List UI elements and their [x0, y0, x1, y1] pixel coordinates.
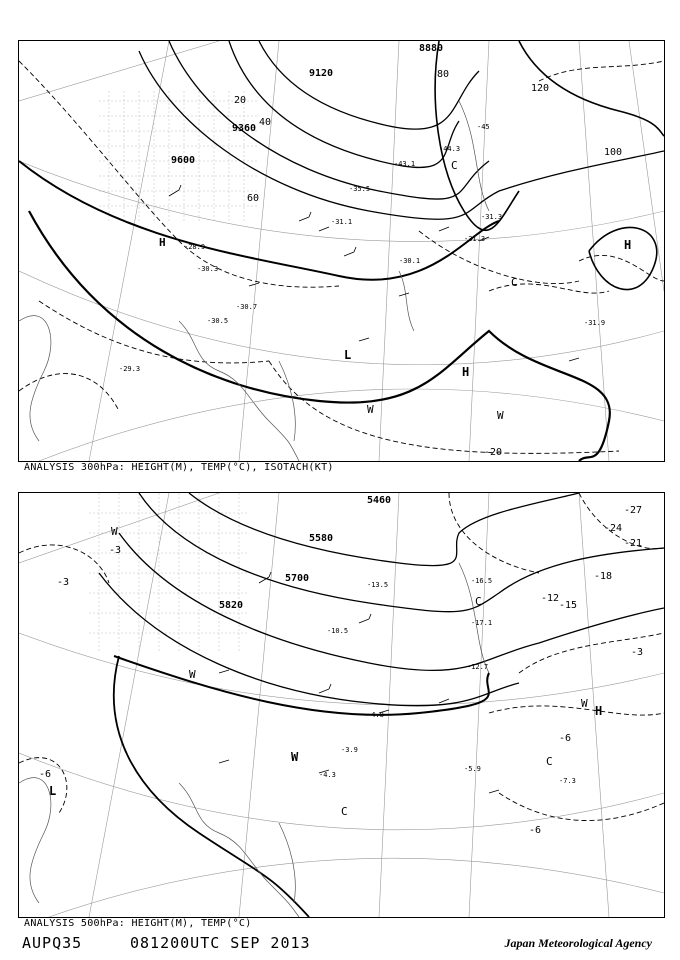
temp-reading: -10.5 — [327, 627, 349, 635]
isotherm-label: -6 — [39, 769, 52, 780]
isotach-label-40: 40 — [259, 117, 272, 128]
caption-300hpa: ANALYSIS 300hPa: HEIGHT(M), TEMP(°C), ISOTACH(KT) — [24, 462, 334, 473]
center-W-3: W — [291, 750, 299, 764]
height-label-8880: 8880 — [419, 43, 444, 54]
center-C-3: C — [546, 755, 553, 768]
isotach-label-60: 60 — [247, 193, 260, 204]
map-500hpa-svg — [19, 493, 664, 917]
center-H-east: H — [624, 238, 632, 252]
isotach-label-20: 20 — [234, 95, 247, 106]
center-H: H — [595, 704, 603, 718]
isotherm-label: -3 — [631, 647, 644, 658]
coastlines — [19, 563, 489, 917]
agency-name: Japan Meteorological Agency — [504, 936, 652, 950]
center-H-south: H — [462, 365, 470, 379]
height-label-5700: 5700 — [285, 573, 310, 584]
temp-reading: -43.1 — [394, 160, 416, 168]
temp-reading: -30.3 — [197, 265, 219, 273]
isotach-label-120: 120 — [531, 83, 550, 94]
temp-reading: -4.8 — [367, 711, 384, 719]
temp-reading: -3.9 — [341, 746, 358, 754]
temp-reading: -45 — [477, 123, 490, 131]
isotherm-label: -3 — [57, 577, 70, 588]
map-300hpa-svg — [19, 41, 664, 461]
height-label-9360: 9360 — [232, 123, 257, 134]
isotherm-label: -12 — [541, 593, 560, 604]
temp-reading: -30.5 — [207, 317, 229, 325]
temp-reading: -28.9 — [184, 243, 206, 251]
isotherm-label: -18 — [594, 571, 613, 582]
isotach-label-100: 100 — [604, 147, 623, 158]
hatched-region — [89, 493, 249, 653]
height-label-9120: 9120 — [309, 68, 334, 79]
isotherm-label: -6 — [529, 825, 542, 836]
temp-reading: -17.1 — [471, 619, 493, 627]
center-W-1: W — [367, 403, 374, 416]
isotherm-label: -3 — [109, 545, 122, 556]
center-L: L — [344, 348, 352, 362]
isotherm-label: -27 — [624, 505, 643, 516]
coastlines — [19, 101, 489, 461]
chart-id: AUPQ35 — [22, 934, 83, 952]
isotach-label-20-south: -20 — [484, 447, 503, 458]
isotherm-label: -6 — [559, 733, 572, 744]
center-W-1: W — [111, 525, 118, 538]
center-W-2: W — [497, 409, 504, 422]
temp-reading: -29.3 — [119, 365, 141, 373]
temp-reading: -30.1 — [399, 257, 421, 265]
center-C-1: C — [451, 159, 458, 172]
temp-reading: -31.3 — [464, 235, 486, 243]
isotherm-label: -21 — [624, 538, 643, 549]
temp-reading: -7.3 — [559, 777, 576, 785]
temp-reading: -31.9 — [584, 319, 606, 327]
temp-reading: -44.3 — [439, 145, 461, 153]
caption-500hpa: ANALYSIS 500hPa: HEIGHT(M), TEMP(°C) — [24, 918, 252, 929]
isotach-label-80: 80 — [437, 69, 450, 80]
temp-reading: -13.5 — [367, 581, 389, 589]
height-label-5820: 5820 — [219, 600, 244, 611]
graticule — [19, 41, 664, 461]
temp-reading: -4.3 — [319, 771, 336, 779]
isotherm-label: -24 — [604, 523, 623, 534]
center-L: L — [49, 784, 57, 798]
center-C-1: C — [341, 805, 348, 818]
center-C-2: C — [511, 276, 518, 289]
temp-reading: -12.7 — [467, 663, 489, 671]
height-label-9600: 9600 — [171, 155, 196, 166]
isotachs — [19, 61, 664, 453]
temp-reading: -31.3 — [481, 213, 503, 221]
temp-reading: -31.1 — [331, 218, 353, 226]
temp-reading: -30.7 — [236, 303, 258, 311]
analysis-300hpa-map — [18, 40, 665, 462]
height-label-5460: 5460 — [367, 495, 392, 506]
center-W-4: W — [581, 697, 588, 710]
center-C-2: C — [475, 595, 482, 608]
valid-time: 081200UTC SEP 2013 — [130, 934, 311, 952]
center-H-west: H — [159, 236, 166, 249]
height-contours — [19, 41, 664, 461]
height-label-5580: 5580 — [309, 533, 334, 544]
center-W-2: W — [189, 668, 196, 681]
temp-reading: -35.5 — [349, 185, 371, 193]
analysis-500hpa-map — [18, 492, 665, 918]
temp-reading: -5.9 — [464, 765, 481, 773]
graticule — [19, 493, 664, 917]
temp-reading: -16.5 — [471, 577, 493, 585]
isotherm-label: -15 — [559, 600, 578, 611]
